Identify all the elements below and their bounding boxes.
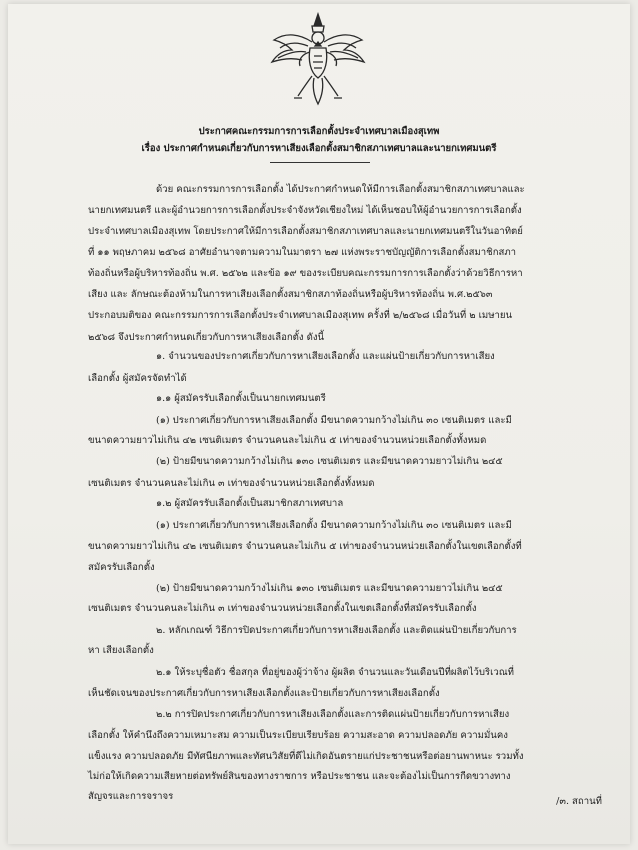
document-page: [8, 4, 630, 844]
subsection-heading: ๒.๒ การปิดประกาศเกี่ยวกับการหาเสียงเลือกตั้งและการติดแผ่นป้ายเกี่ยวกับการหาเสียง: [156, 709, 510, 720]
section-heading: ๑. จำนวนของประกาศเกี่ยวกับการหาเสียงเลือกตั้ง และแผ่นป้ายเกี่ยวกับการหาเสียง: [156, 351, 495, 362]
subsection-heading: ๑.๒ ผู้สมัครรับเลือกตั้งเป็นสมาชิกสภาเทศบาล: [156, 498, 344, 509]
body-line: ๒๕๖๘ จึงประกาศกำหนดเกี่ยวกับการหาเสียงเลือกตั้ง ดังนี้: [88, 332, 325, 343]
title-divider: [270, 162, 370, 163]
body-line: (๒) ป้ายมีขนาดความกว้างไม่เกิน ๑๓๐ เซนติเมตร และมีขนาดความยาวไม่เกิน ๒๔๕: [156, 456, 503, 467]
body-line: (๑) ประกาศเกี่ยวกับการหาเสียงเลือกตั้ง มีขนาดความกว้างไม่เกิน ๓๐ เซนติเมตร และมี: [156, 415, 512, 426]
body-line: ประกอบมติของ คณะกรรมการการเลือกตั้งประจำเทศบาลเมืองสุเทพ ครั้งที่ ๒/๒๕๖๘ เมื่อวันที่ ๒ เมษายน: [88, 310, 513, 321]
body-line: เลือกตั้ง ผู้สมัครจัดทำได้: [88, 373, 187, 384]
body-line: ขนาดความยาวไม่เกิน ๔๒ เซนติเมตร จำนวนคนละไม่เกิน ๕ เท่าของจำนวนหน่วยเลือกตั้งในเขตเลือกตั้งที่: [88, 541, 522, 552]
body-line: เสียง และ ลักษณะต้องห้ามในการหาเสียงเลือกตั้งสมาชิกสภาท้องถิ่นหรือผู้บริหารท้องถิ่น พ.ศ.๒๕๖๓: [88, 289, 493, 300]
body-line: ด้วย คณะกรรมการการเลือกตั้ง ได้ประกาศกำหนดให้มีการเลือกตั้งสมาชิกสภาเทศบาลและ: [156, 184, 525, 195]
body-line: นายกเทศมนตรี และผู้อำนวยการการเลือกตั้งประจำจังหวัดเชียงใหม่ ได้เห็นชอบให้ผู้อำนวยการการเลือกตั้ง: [88, 205, 522, 216]
body-line: ที่ ๑๑ พฤษภาคม ๒๕๖๘ อาศัยอำนาจตามความในมาตรา ๒๗ แห่งพระราชบัญญัติการเลือกตั้งสมาชิกสภา: [88, 247, 517, 258]
section-heading: ๒. หลักเกณฑ์ วิธีการปิดประกาศเกี่ยวกับการหาเสียงเลือกตั้ง และติดแผ่นป้ายเกี่ยวกับการ: [156, 625, 517, 636]
body-line: (๑) ประกาศเกี่ยวกับการหาเสียงเลือกตั้ง มีขนาดความกว้างไม่เกิน ๓๐ เซนติเมตร และมี: [156, 520, 512, 531]
garuda-emblem-icon: [268, 12, 368, 108]
subsection-heading: ๑.๑ ผู้สมัครรับเลือกตั้งเป็นนายกเทศมนตรี: [156, 393, 326, 404]
next-page-reference: /๓. สถานที่: [556, 796, 602, 807]
body-line: ไม่ก่อให้เกิดความเสียหายต่อทรัพย์สินของทางราชการ หรือประชาชน และจะต้องไม่เป็นการกีดขวางทาง: [88, 771, 511, 782]
body-line: แข็งแรง ความปลอดภัย มีทัศนียภาพและทัศนวิสัยที่ดีไม่เกิดอันตรายแก่ประชาชนหรือต่อยานพาหนะ รวมทั้ง: [88, 751, 524, 762]
announcement-subject: เรื่อง ประกาศกำหนดเกี่ยวกับการหาเสียงเลือกตั้งสมาชิกสภาเทศบาลและนายกเทศมนตรี: [141, 143, 497, 154]
body-line: ท้องถิ่นหรือผู้บริหารท้องถิ่น พ.ศ. ๒๕๖๒ และข้อ ๑๙ ของระเบียบคณะกรรมการการเลือกตั้งว่าด้วยวิธีการหา: [88, 268, 523, 279]
body-line: เลือกตั้ง ให้คำนึงถึงความเหมาะสม ความเป็นระเบียบเรียบร้อย ความสะอาด ความปลอดภัย ความมั่นคง: [88, 730, 508, 741]
body-line: เซนติเมตร จำนวนคนละไม่เกิน ๓ เท่าของจำนวนหน่วยเลือกตั้งทั้งหมด: [88, 478, 375, 489]
body-line: ประจำเทศบาลเมืองสุเทพ โดยประกาศให้มีการเลือกตั้งสมาชิกสภาเทศบาลและนายกเทศมนตรีในวันอาทิตย์: [88, 226, 523, 237]
body-line: เห็นชัดเจนของประกาศเกี่ยวกับการหาเสียงเลือกตั้งและป้ายเกี่ยวกับการหาเสียงเลือกตั้ง: [88, 688, 440, 699]
body-line: ขนาดความยาวไม่เกิน ๔๒ เซนติเมตร จำนวนคนละไม่เกิน ๕ เท่าของจำนวนหน่วยเลือกตั้งทั้งหมด: [88, 435, 487, 446]
body-line: หา เสียงเลือกตั้ง: [88, 645, 154, 656]
announcement-title: ประกาศคณะกรรมการการเลือกตั้งประจำเทศบาลเมืองสุเทพ: [198, 126, 440, 137]
body-line: เซนติเมตร จำนวนคนละไม่เกิน ๓ เท่าของจำนวนหน่วยเลือกตั้งในเขตเลือกตั้งที่สมัครรับเลือกตั้ง: [88, 603, 477, 614]
body-line: สมัครรับเลือกตั้ง: [88, 562, 155, 573]
subsection-heading: ๒.๑ ให้ระบุชื่อตัว ชื่อสกุล ที่อยู่ของผู้ว่าจ้าง ผู้ผลิต จำนวนและวันเดือนปีที่ผลิตไว้บริเวณที่: [156, 667, 514, 678]
body-line: สัญจรและการจราจร: [88, 791, 174, 802]
body-line: (๒) ป้ายมีขนาดความกว้างไม่เกิน ๑๓๐ เซนติเมตร และมีขนาดความยาวไม่เกิน ๒๔๕: [156, 583, 503, 594]
